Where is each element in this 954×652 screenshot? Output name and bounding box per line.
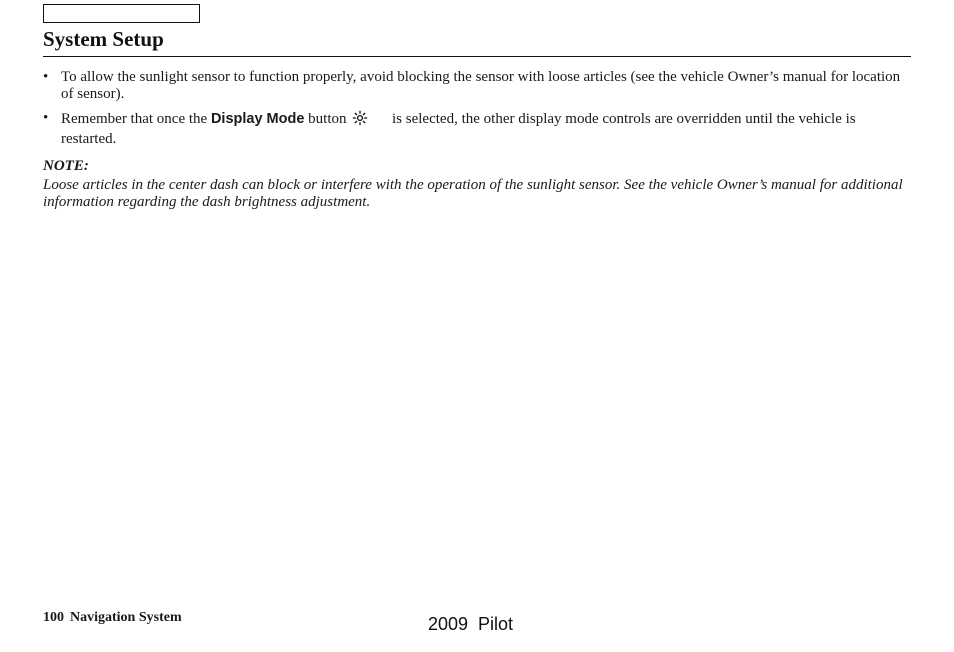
bullet-text: To allow the sunlight sensor to function properly, avoid blocking the sensor with loose articles (see the vehicle Owner’s manual for location of sensor). <box>61 69 901 102</box>
bullet-text-before: Remember that once the <box>61 111 208 127</box>
sun-moon-icon <box>352 110 386 131</box>
footer-section-name: Navigation System <box>70 610 182 625</box>
list-item <box>43 110 909 148</box>
footer-page-info <box>43 610 182 626</box>
header-tab-box <box>43 4 200 23</box>
bullet-text-after: is selected, the other display mode controls are overridden until the vehicle is restarted. <box>61 111 856 147</box>
page-title: System Setup <box>43 27 164 51</box>
note-body: Loose articles in the center dash can block or interfere with the operation of the sunlight sensor. See the vehicle Owner’s manual for additional information regarding the dash brightness adjustment. <box>43 177 903 210</box>
bullet-list <box>43 69 909 155</box>
page-number: 100 <box>43 610 64 625</box>
bullet-text-button: button <box>308 111 347 127</box>
display-mode-label: Display Mode <box>210 111 305 127</box>
note-heading: NOTE: <box>43 158 89 174</box>
footer-model: 2009 Pilot <box>428 614 514 634</box>
bullet-marker: • <box>43 69 49 85</box>
title-divider <box>43 56 911 57</box>
bullet-marker: • <box>43 110 49 126</box>
list-item <box>43 69 909 103</box>
